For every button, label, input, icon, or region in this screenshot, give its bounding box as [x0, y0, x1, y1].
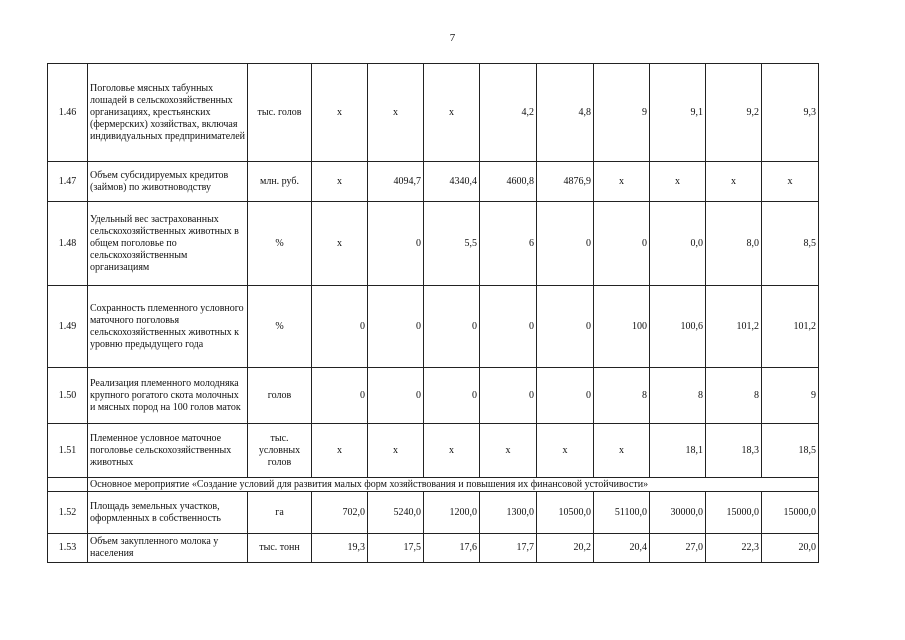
row-number: 1.49 [48, 286, 88, 368]
row-value: 0 [368, 202, 424, 286]
table-row [48, 368, 819, 424]
row-value: 0 [424, 286, 480, 368]
section-number-cell [48, 478, 88, 492]
row-value: 8 [594, 368, 650, 424]
row-value: 0 [312, 368, 368, 424]
row-value: 18,5 [762, 424, 819, 478]
row-value: 51100,0 [594, 492, 650, 534]
table-row [48, 424, 819, 478]
row-number: 1.48 [48, 202, 88, 286]
row-value: 100,6 [650, 286, 706, 368]
row-number: 1.53 [48, 534, 88, 563]
row-value: 20,2 [537, 534, 594, 563]
row-value: 100 [594, 286, 650, 368]
row-unit: га [248, 492, 312, 534]
row-indicator-name: Удельный вес застрахованных сельскохозяйственных животных в общем поголовье по сельскохозяйственным организациям [88, 202, 248, 286]
row-unit: млн. руб. [248, 162, 312, 202]
row-value: 0 [537, 286, 594, 368]
row-value: 8 [650, 368, 706, 424]
row-value: 8,5 [762, 202, 819, 286]
row-value: х [706, 162, 762, 202]
row-value: х [424, 424, 480, 478]
section-row [48, 478, 819, 492]
row-value: 0 [594, 202, 650, 286]
row-value: 5,5 [424, 202, 480, 286]
section-title: Основное мероприятие «Создание условий для развития малых форм хозяйствования и повышения их финансовой устойчивости» [88, 478, 819, 492]
row-value: 27,0 [650, 534, 706, 563]
row-value: 0 [537, 202, 594, 286]
row-value: 4,8 [537, 64, 594, 162]
row-value: 9 [762, 368, 819, 424]
row-value: 10500,0 [537, 492, 594, 534]
row-value: 0 [424, 368, 480, 424]
row-value: 0 [368, 286, 424, 368]
row-value: 4876,9 [537, 162, 594, 202]
row-unit: % [248, 286, 312, 368]
row-value: х [594, 424, 650, 478]
row-value: 4340,4 [424, 162, 480, 202]
table-row [48, 202, 819, 286]
row-indicator-name: Сохранность племенного условного маточного поголовья сельскохозяйственных животных к уровню предыдущего года [88, 286, 248, 368]
row-value: 0 [368, 368, 424, 424]
row-value: х [594, 162, 650, 202]
row-indicator-name: Объем субсидируемых кредитов (займов) по животноводству [88, 162, 248, 202]
indicators-table [47, 63, 819, 563]
row-value: 101,2 [706, 286, 762, 368]
row-value: 1200,0 [424, 492, 480, 534]
row-value: 17,7 [480, 534, 537, 563]
row-number: 1.51 [48, 424, 88, 478]
row-value: 8,0 [706, 202, 762, 286]
row-value: 1300,0 [480, 492, 537, 534]
row-value: 0 [480, 286, 537, 368]
row-unit: % [248, 202, 312, 286]
table-row [48, 162, 819, 202]
row-unit: тыс. голов [248, 64, 312, 162]
row-value: 4094,7 [368, 162, 424, 202]
row-value: 19,3 [312, 534, 368, 563]
row-value: 9,1 [650, 64, 706, 162]
row-indicator-name: Площадь земельных участков, оформленных в собственность [88, 492, 248, 534]
row-value: х [312, 162, 368, 202]
row-value: х [312, 64, 368, 162]
table-row [48, 492, 819, 534]
row-value: 702,0 [312, 492, 368, 534]
row-value: х [368, 424, 424, 478]
row-value: 0 [312, 286, 368, 368]
row-indicator-name: Племенное условное маточное поголовье сельскохозяйственных животных [88, 424, 248, 478]
row-value: х [312, 202, 368, 286]
row-value: 17,5 [368, 534, 424, 563]
row-value: х [312, 424, 368, 478]
row-value: 6 [480, 202, 537, 286]
row-indicator-name: Поголовье мясных табунных лошадей в сельскохозяйственных организациях, крестьянских (фермерских) хозяйствах, включая индивидуальных предпринимателей [88, 64, 248, 162]
row-value: х [424, 64, 480, 162]
row-value: 4600,8 [480, 162, 537, 202]
row-value: х [650, 162, 706, 202]
row-value: 9,3 [762, 64, 819, 162]
row-value: 8 [706, 368, 762, 424]
row-value: 0 [537, 368, 594, 424]
row-indicator-name: Реализация племенного молодняка крупного рогатого скота молочных и мясных пород на 100 голов маток [88, 368, 248, 424]
row-unit: тыс. тонн [248, 534, 312, 563]
row-value: х [368, 64, 424, 162]
row-value: 101,2 [762, 286, 819, 368]
row-value: 22,3 [706, 534, 762, 563]
row-indicator-name: Объем закупленного молока у населения [88, 534, 248, 563]
row-unit: голов [248, 368, 312, 424]
row-value: 0,0 [650, 202, 706, 286]
page-number: 7 [449, 32, 456, 44]
row-value: 20,4 [594, 534, 650, 563]
row-value: 15000,0 [762, 492, 819, 534]
row-value: 17,6 [424, 534, 480, 563]
row-value: 9 [594, 64, 650, 162]
row-value: х [762, 162, 819, 202]
row-value: х [480, 424, 537, 478]
table-row [48, 286, 819, 368]
row-number: 1.52 [48, 492, 88, 534]
row-value: х [537, 424, 594, 478]
row-value: 18,3 [706, 424, 762, 478]
row-number: 1.50 [48, 368, 88, 424]
table-row [48, 534, 819, 563]
row-number: 1.46 [48, 64, 88, 162]
row-unit: тыс. условных голов [248, 424, 312, 478]
row-value: 5240,0 [368, 492, 424, 534]
row-value: 9,2 [706, 64, 762, 162]
row-value: 20,0 [762, 534, 819, 563]
row-value: 18,1 [650, 424, 706, 478]
row-value: 0 [480, 368, 537, 424]
row-number: 1.47 [48, 162, 88, 202]
row-value: 30000,0 [650, 492, 706, 534]
row-value: 15000,0 [706, 492, 762, 534]
row-value: 4,2 [480, 64, 537, 162]
table-row [48, 64, 819, 162]
